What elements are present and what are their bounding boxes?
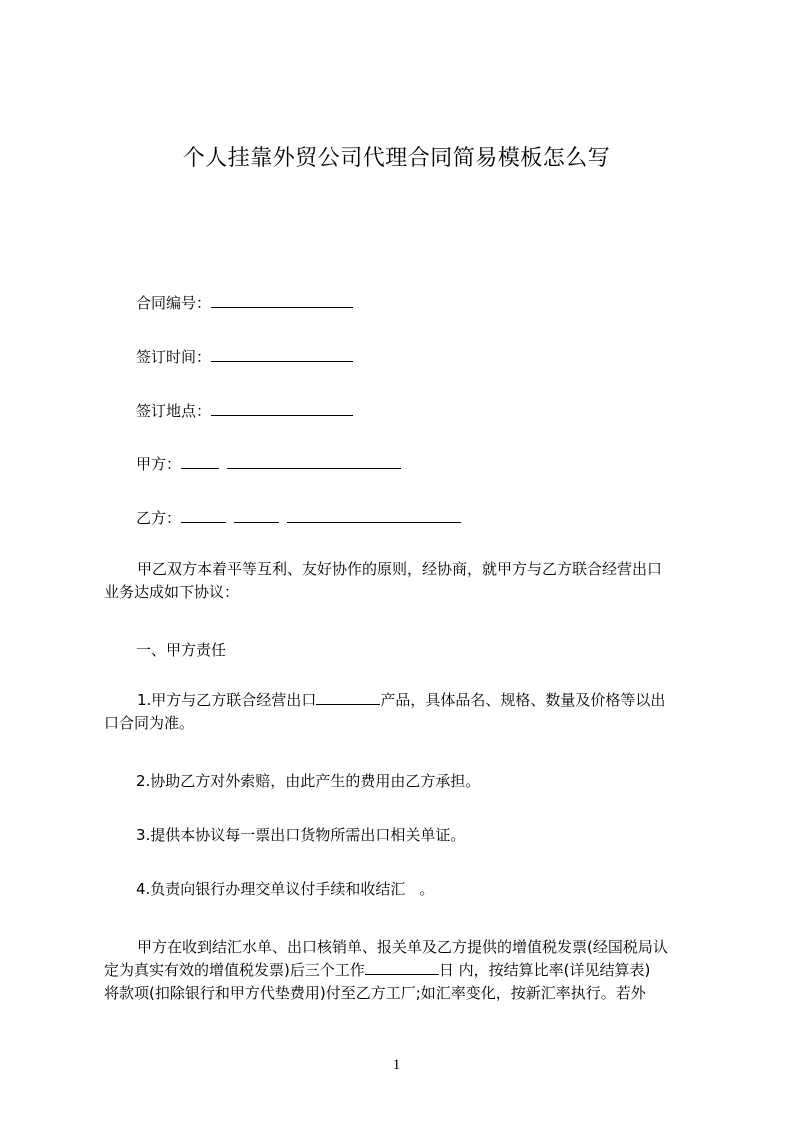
- sign-place-line: [136, 400, 353, 421]
- settlement-line-2: 定为真实有效的增值税发票)后三个工作 日 内，按结算比率(详见结算表): [104, 961, 651, 979]
- party-b-blank-1[interactable]: [181, 508, 226, 523]
- item-3: 3.提供本协议每一票出口货物所需出口相关单证。: [136, 826, 466, 844]
- workday-blank[interactable]: [365, 960, 439, 975]
- page-number: 1: [392, 1057, 401, 1073]
- section-1-heading: 一、甲方责任: [136, 641, 227, 659]
- sign-place-blank[interactable]: [211, 401, 353, 416]
- contract-number-line: [136, 292, 353, 313]
- party-b-line: [136, 507, 461, 528]
- item-1-line-1: 1.甲方与乙方联合经营出口 产品，具体品名、规格、数量及价格等以出: [137, 691, 666, 709]
- intro-line-1: 甲乙双方本着平等互利、友好协作的原则，经协商，就甲方与乙方联合经营出口: [137, 560, 663, 578]
- document-title: 个人挂靠外贸公司代理合同简易模板怎么写: [182, 146, 611, 171]
- item-4: 4.负责向银行办理交单议付手续和收结汇 。: [136, 880, 435, 898]
- contract-number-blank[interactable]: [211, 293, 353, 308]
- intro-line-2: 业务达成如下协议：: [104, 583, 240, 601]
- contract-number-label: 合同编号：: [136, 294, 212, 312]
- item-1-paragraph: [104, 689, 704, 735]
- party-a-line: [136, 453, 401, 474]
- sign-time-blank[interactable]: [211, 347, 353, 362]
- intro-paragraph: [104, 558, 704, 604]
- product-blank[interactable]: [316, 690, 380, 705]
- party-a-blank-2[interactable]: [227, 454, 401, 469]
- settlement-line-1: 甲方在收到结汇水单、出口核销单、报关单及乙方提供的增值税发票(经国税局认: [137, 938, 668, 956]
- sign-place-label: 签订地点：: [136, 402, 212, 420]
- party-b-label: 乙方：: [136, 509, 182, 527]
- party-a-blank-1[interactable]: [181, 454, 219, 469]
- sign-time-line: [136, 346, 353, 367]
- item-2: 2.协助乙方对外索赔，由此产生的费用由乙方承担。: [136, 772, 481, 790]
- party-a-label: 甲方：: [136, 455, 182, 473]
- sign-time-label: 签订时间：: [136, 348, 212, 366]
- settlement-line-3: 将款项(扣除银行和甲方代垫费用)付至乙方工厂;如汇率变化，按新汇率执行。若外: [104, 984, 646, 1002]
- item-1-line-2: 口合同为准。: [104, 714, 195, 732]
- party-b-blank-2[interactable]: [234, 508, 279, 523]
- settlement-paragraph: [104, 936, 704, 1005]
- party-b-blank-3[interactable]: [287, 508, 461, 523]
